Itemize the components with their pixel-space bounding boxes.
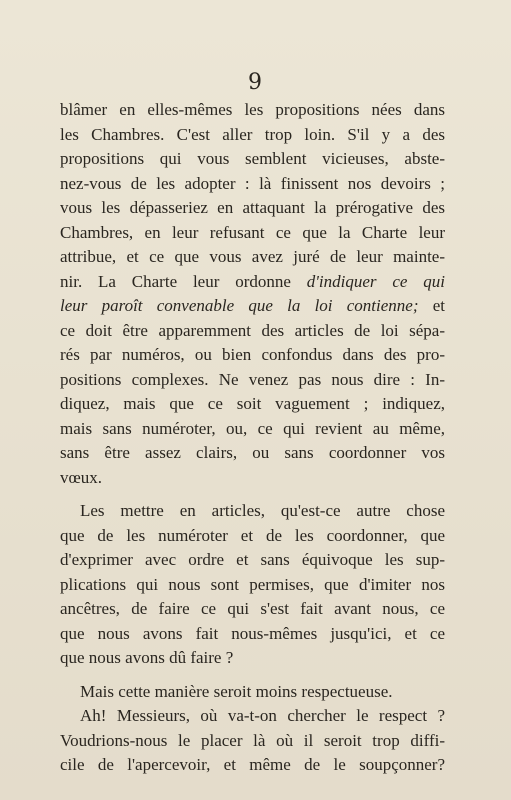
text-line-mixed: [60, 270, 445, 295]
text-line: vous les dépasseriez en attaquant la prérogative des: [60, 198, 445, 217]
text-line: cile de l'apercevoir, et même de le soupçonner?: [60, 755, 445, 774]
text-line: Les mettre en articles, qu'est-ce autre chose: [80, 501, 445, 520]
text-line: les Chambres. C'est aller trop loin. S'il y a des: [60, 124, 445, 144]
text-line: nez-vous de les adopter : là finissent nos devoirs ;: [60, 173, 445, 193]
body-text: [60, 98, 445, 778]
text-line: Voudrions-nous le placer là où il seroit trop diffi-: [60, 730, 445, 750]
text-line: d'exprimer avec ordre et sans équivoque les sup-: [60, 550, 445, 569]
italic-quote: leur paroît convenable que la loi contienne;: [60, 296, 419, 315]
text-line: que nous avons fait nous-mêmes jusqu'ici, et ce: [60, 623, 445, 643]
text-line: ce doit être apparemment des articles de loi sépa-: [60, 320, 445, 340]
text-line: vœux.: [60, 467, 103, 487]
text-line: rés par numéros, ou bien confondus dans des pro-: [60, 345, 445, 364]
text-line-mixed: [60, 294, 445, 319]
text-line: mais sans numéroter, ou, ce qui revient au même,: [60, 418, 445, 438]
text-line: ancêtres, de faire ce qui s'est fait avant nous, ce: [60, 599, 445, 618]
text-line: blâmer en elles-mêmes les propositions nées dans: [60, 100, 445, 119]
text-line: diquez, mais que ce soit vaguement ; indiquez,: [60, 394, 445, 413]
text-span: et: [418, 296, 445, 315]
text-line: positions complexes. Ne venez pas nous dire : In-: [60, 369, 445, 389]
text-line: que nous avons dû faire ?: [60, 648, 234, 667]
text-span: nir. La Charte leur ordonne: [60, 271, 307, 291]
text-line: propositions qui vous semblent vicieuses, abste-: [60, 149, 445, 168]
text-line: Chambres, en leur refusant ce que la Charte leur: [60, 222, 445, 242]
text-line: Mais cette manière seroit moins respectueuse.: [80, 681, 393, 701]
text-line: que de les numéroter et de les coordonner, que: [60, 525, 445, 545]
text-line: plications qui nous sont permises, que d'imiter nos: [60, 574, 445, 594]
paragraph-4: [60, 704, 445, 778]
paragraph-2: [60, 499, 445, 671]
text-line: attribue, et ce que vous avez juré de leur mainte-: [60, 247, 445, 266]
page-number: 9: [248, 70, 263, 95]
paragraph-3: [60, 680, 445, 705]
text-line: sans être assez clairs, ou sans coordonner vos: [60, 443, 445, 462]
paragraph-1: [60, 98, 445, 490]
italic-quote: d'indiquer ce qui: [306, 271, 445, 291]
text-line: Ah! Messieurs, où va-t-on chercher le respect ?: [80, 706, 445, 725]
